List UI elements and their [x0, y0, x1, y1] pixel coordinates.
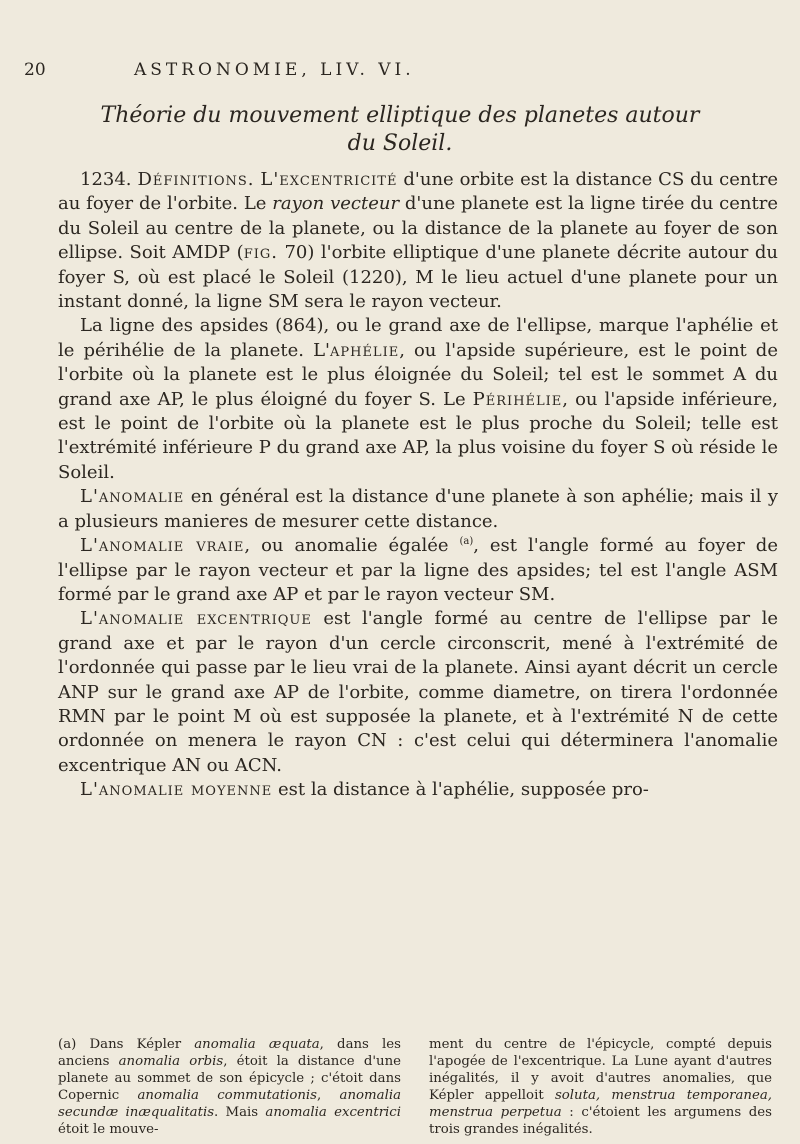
term-rayon-vecteur: rayon vecteur — [272, 193, 400, 215]
paragraph-anomalie-vraie — [58, 534, 778, 607]
figure-reference: fig. — [243, 242, 278, 264]
footnote-a — [58, 1036, 401, 1138]
footnote-marker: (a) — [459, 536, 474, 548]
text-run: d'une orbite est la distance CS du centre au foyer de l'orbite. Le — [58, 169, 778, 215]
page-header — [24, 60, 784, 88]
footnote-left-column — [58, 1036, 401, 1138]
text-run: (a) Dans Képler — [58, 1037, 195, 1052]
text-run: : c'étoient les argumens des trois grandes inégalités. — [429, 1105, 772, 1137]
footnote-a-continued — [429, 1036, 772, 1138]
section-title — [50, 102, 750, 158]
latin-term: anomalia orbis — [118, 1054, 224, 1069]
footnote-right-column — [429, 1036, 772, 1138]
latin-term: soluta, menstrua temporanea, menstrua perpetua — [429, 1088, 772, 1120]
term-anomalie-excentrique: L'anomalie excentrique — [80, 608, 312, 630]
term-anomalie-vraie: L'anomalie vraie — [80, 535, 245, 557]
term-definitions: Définitions. — [137, 169, 255, 190]
text-run: . Mais — [214, 1105, 266, 1120]
paragraph-anomalie — [58, 485, 778, 534]
term-perihelie: Périhélie — [472, 388, 563, 410]
text-run: , ou anomalie égalée — [244, 535, 460, 557]
text-run: , ou l'apside inférieure, est le point de l'orbite où la planete est le plus proche du Soleil; telle est l'extrémité inférieure P du grand axe AP, la plus voisine du foyer S où réside le Soleil. — [58, 388, 778, 483]
footnotes — [58, 1036, 772, 1138]
text-run: est la distance à l'aphélie, supposée pro- — [272, 779, 649, 801]
text-run: La ligne des apsides (864), ou le grand axe de l'ellipse, marque l'aphélie et le périhélie de la planete. L' — [58, 315, 778, 361]
page-number: 20 — [24, 60, 46, 80]
text-run: , dans les anciens — [58, 1037, 401, 1069]
paragraph-definitions — [58, 168, 778, 314]
text-run: en général est la distance d'une planete à son aphélie; mais il y a plusieurs manieres de mesurer cette distance. — [58, 486, 778, 532]
section-title-line-2: du Soleil. — [347, 131, 453, 156]
paragraph-anomalie-moyenne — [58, 778, 778, 802]
text-run: ment du centre de l'épicycle, compté depuis l'apogée de l'excentrique. La Lune ayant d'autres inégalités, il y avoit d'autres anomalies, que Képler appelloit — [429, 1037, 772, 1103]
text-run: d'une planete est la ligne tirée du centre du Soleil au centre de la planete, ou la distance de la planete au foyer de son ellipse. Soit AMDP ( — [58, 193, 778, 264]
term-excentricite: L'excentricité — [260, 169, 398, 190]
term-anomalie-moyenne: L'anomalie moyenne — [80, 779, 273, 801]
term-aphelie: aphélie — [329, 339, 400, 361]
text-run: 70) l'orbite elliptique d'une planete décrite autour du foyer S, où est placé le Soleil (1220), M le lieu actuel d'une planete pour un instant donné, la ligne SM sera le rayon vecteur. — [58, 242, 779, 313]
text-run: est l'angle formé au centre de l'ellipse par le grand axe et par le rayon d'un cercle circonscrit, mené à l'extrémité de l'ordonnée qui passe par le lieu vrai de la planete. Ainsi ayant décrit un cercle ANP sur le grand axe AP de l'orbite, comme diametre, on tirera l'ordonnée RMN par le point M où est supposée la planete, et à l'extrémité N de cette ordonnée on menera le rayon CN : c'est celui qui déterminera l'anomalie excentrique AN ou ACN. — [58, 608, 778, 776]
paragraph-apsides — [58, 314, 778, 485]
latin-term: anomalia æquata — [194, 1037, 320, 1052]
text-run: , — [317, 1088, 340, 1103]
article-number: 1234. — [80, 169, 132, 190]
text-run: , ou l'apside supérieure, est le point de l'orbite où la planete est le plus éloignée du Soleil; tel est le sommet A du grand axe AP, le plus éloigné du foyer S. Le — [58, 339, 778, 410]
running-title: ASTRONOMIE, LIV. VI. — [134, 60, 415, 80]
text-run: , étoit la distance d'une planete au sommet de son épicycle ; c'étoit dans Copernic — [58, 1054, 401, 1103]
main-text — [58, 168, 778, 803]
text-run: , est l'angle formé au foyer de l'ellipse par le rayon vecteur et par la ligne des apsides; tel est l'angle ASM formé par le grand axe AP et par le rayon vecteur SM. — [58, 535, 778, 605]
latin-term: anomalia commutationis — [137, 1088, 317, 1103]
paragraph-anomalie-excentrique — [58, 607, 778, 778]
latin-term: anomalia excentrici — [265, 1105, 401, 1120]
latin-term: anomalia secundæ inæqualitatis — [58, 1088, 401, 1120]
section-title-line-1: Théorie du mouvement elliptique des planetes autour — [100, 103, 700, 128]
text-run: étoit le mouve- — [58, 1122, 159, 1137]
term-anomalie: L'anomalie — [80, 486, 185, 508]
